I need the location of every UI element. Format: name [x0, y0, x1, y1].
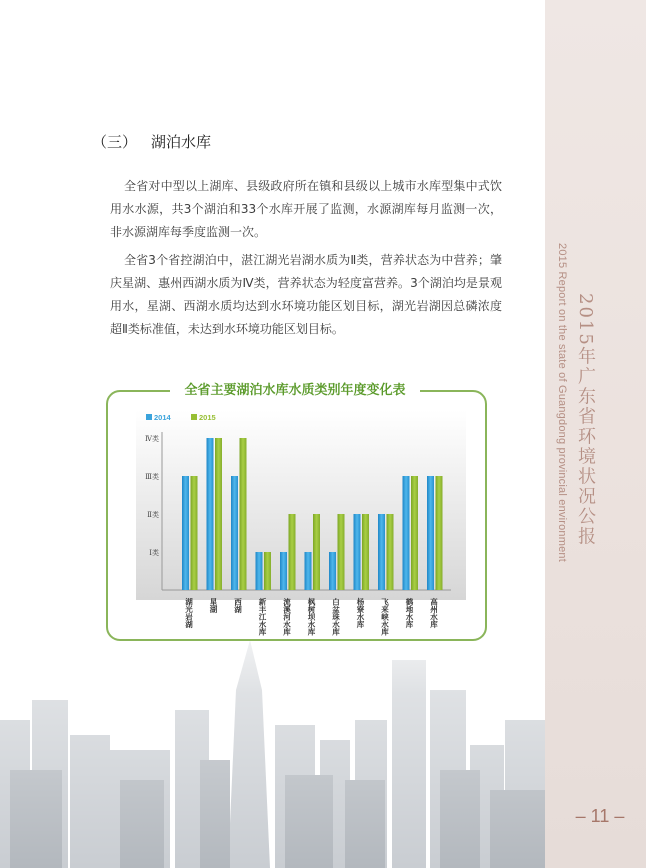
x-category-label: 湖光岩湖: [184, 598, 194, 628]
x-category-label: 白盆珠水库: [331, 598, 341, 636]
bar-2014-5: [305, 552, 312, 590]
legend-swatch-2014: [146, 414, 152, 420]
legend-swatch-2015: [191, 414, 197, 420]
bar-2014-6: [329, 552, 336, 590]
bar-2015-2: [240, 438, 247, 590]
legend-label-2015: 2015: [199, 413, 216, 422]
bar-2014-10: [427, 476, 434, 590]
bar-2014-2: [231, 476, 238, 590]
bar-2014-7: [354, 514, 361, 590]
page-number: – 11 –: [575, 806, 625, 826]
y-tick-label: Ⅱ类: [147, 511, 159, 519]
x-category-label: 鹤地水库: [405, 598, 414, 628]
bar-2014-4: [280, 552, 287, 590]
bar-2014-3: [256, 552, 263, 590]
bar-2015-0: [191, 476, 198, 590]
x-category-label: 流溪河水库: [282, 598, 292, 636]
legend-label-2014: 2014: [154, 413, 171, 422]
x-category-label: 西湖: [233, 598, 243, 613]
section-title: 湖泊水库: [151, 133, 212, 151]
paragraph-monitoring-scope: 全省对中型以上湖库、县级政府所在镇和县级以上城市水库型集中式饮用水水源，共3个湖泊和33个水库开展了监测，水源湖库每月监测一次，非水源湖库每季度监测一次。: [110, 179, 502, 239]
x-category-label: 新丰江水库: [258, 598, 267, 636]
bar-2014-1: [207, 438, 214, 590]
bar-2015-6: [338, 514, 345, 590]
paragraph-lake-quality: 全省3个省控湖泊中，湛江湖光岩湖水质为Ⅱ类，营养状态为中营养；肇庆星湖、惠州西湖水质为Ⅳ类，营养状态为轻度富营养。3个湖泊均是景观用水，星湖、西湖水质均达到水环境功能区划目标，湖光岩湖因总磷浓度超Ⅱ类标准值，未达到水环境功能区划目标。: [110, 253, 502, 336]
x-category-label: 高州水库: [429, 598, 439, 628]
x-category-label: 星湖: [209, 598, 218, 613]
bar-2014-0: [182, 476, 189, 590]
water-quality-bar-chart: [106, 390, 483, 637]
bar-2015-5: [313, 514, 320, 590]
section-number: （三）: [92, 133, 138, 151]
bar-2015-3: [264, 552, 271, 590]
y-tick-label: Ⅰ类: [149, 549, 159, 557]
section-heading: [92, 131, 211, 152]
bar-2015-1: [215, 438, 222, 590]
bar-2015-7: [362, 514, 369, 590]
bar-2014-8: [378, 514, 385, 590]
chart-title: 全省主要湖泊水库水质类别年度变化表: [184, 383, 406, 398]
x-category-label: 飞来峡水库: [380, 598, 390, 636]
bar-2015-10: [436, 476, 443, 590]
y-tick-label: Ⅲ类: [145, 473, 159, 481]
x-category-label: 枫树坝水库: [307, 598, 316, 636]
x-category-label: 杨寮水库: [356, 598, 365, 628]
bar-2015-9: [411, 476, 418, 590]
y-tick-label: Ⅳ类: [145, 435, 159, 443]
bar-2015-4: [289, 514, 296, 590]
report-title-chinese: 2015年广东省环境状况公报: [575, 293, 596, 547]
bar-2015-8: [387, 514, 394, 590]
sidebar-text: [556, 243, 626, 623]
report-title-english: 2015 Report on the state of Guangdong provincial environment: [556, 243, 568, 562]
bar-2014-9: [403, 476, 410, 590]
